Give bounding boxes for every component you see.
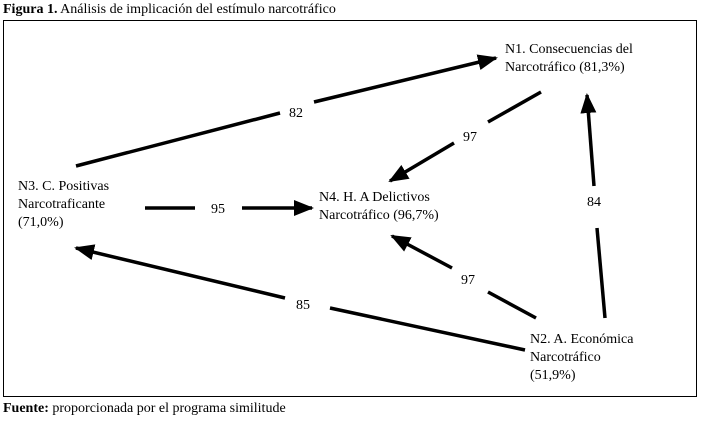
edge-n3-n1-segment-b <box>314 58 496 102</box>
node-n3-line2: Narcotraficante <box>18 197 106 212</box>
edge-n2-n1-segment-b <box>587 95 594 186</box>
source-footer-text: proporcionada por el programa similitude <box>48 401 286 416</box>
figure-caption-label: Figura 1. <box>3 2 58 17</box>
node-n2-line1: N2. A. Económica <box>530 332 634 347</box>
node-n2 <box>530 332 634 383</box>
edge-n2-n1-weight: 84 <box>587 195 601 210</box>
edge-n2-n3-segment-a <box>330 308 525 350</box>
edge-n3-n1-segment-a <box>76 113 280 166</box>
edge-n2-n1-segment-a <box>597 228 605 318</box>
edge-n2-n4 <box>392 236 536 318</box>
edge-n3-n1 <box>76 58 496 166</box>
node-n4-line1: N4. H. A Delictivos <box>319 190 430 205</box>
edge-n1-n4-segment-b <box>390 143 454 181</box>
edge-n1-n4 <box>390 92 541 181</box>
edge-n2-n3-segment-b <box>76 248 285 298</box>
node-n1-line1: N1. Consecuencias del <box>505 42 633 57</box>
node-n4 <box>319 190 439 223</box>
edge-n2-n3-weight: 85 <box>296 298 310 313</box>
edge-n1-n4-weight: 97 <box>463 130 477 145</box>
node-n2-line2: Narcotráfico <box>530 350 601 365</box>
source-footer-label: Fuente: <box>3 401 49 416</box>
edge-n2-n3 <box>76 248 525 350</box>
node-n3-line1: N3. C. Positivas <box>18 179 110 194</box>
node-n3-line3: (71,0%) <box>18 215 64 230</box>
edge-n2-n1 <box>587 95 605 318</box>
node-n2-line3: (51,9%) <box>530 368 576 383</box>
edge-n2-n4-segment-b <box>392 236 452 268</box>
figure-caption-text: Análisis de implicación del estímulo narcotráfico <box>57 2 336 17</box>
node-n1 <box>505 42 633 75</box>
edge-n3-n4 <box>145 202 312 217</box>
edge-n1-n4-segment-a <box>488 92 541 122</box>
node-n1-line2: Narcotráfico (81,3%) <box>505 60 625 75</box>
edge-n3-n1-weight: 82 <box>289 106 303 121</box>
node-n4-line2: Narcotráfico (96,7%) <box>319 208 439 223</box>
edge-n3-n4-weight: 95 <box>211 202 225 217</box>
source-footer <box>3 401 286 417</box>
edge-n2-n4-weight: 97 <box>461 273 475 288</box>
node-n3 <box>18 179 109 230</box>
edge-n2-n4-segment-a <box>488 292 536 318</box>
